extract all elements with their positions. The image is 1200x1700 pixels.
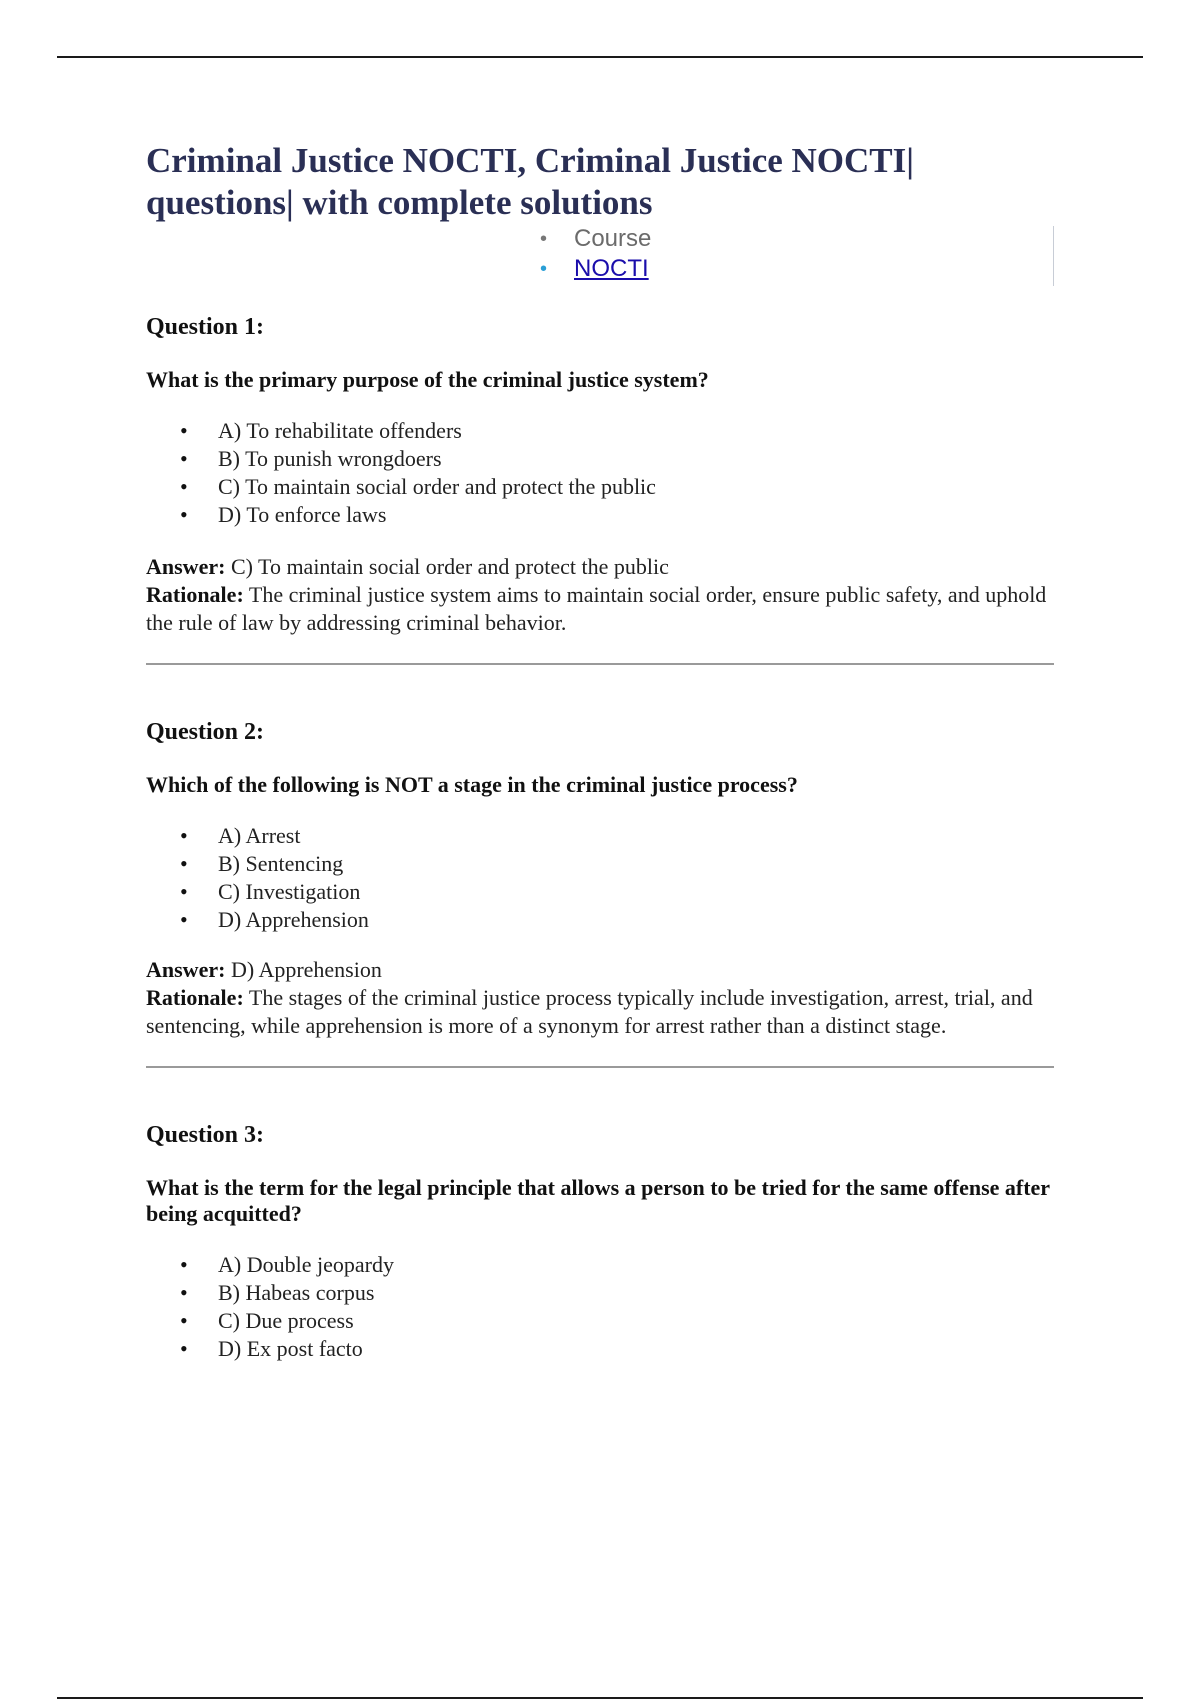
question-2 (146, 717, 1054, 1040)
question-heading: Question 3: (146, 1122, 265, 1148)
bullet-icon: • (180, 1280, 188, 1305)
bullet-icon: • (180, 1252, 188, 1277)
document-body (146, 140, 1054, 1363)
option-text: B) To punish wrongdoers (218, 446, 442, 471)
meta-course-item (540, 224, 651, 254)
option-text: C) Investigation (218, 879, 361, 904)
options-list (146, 822, 1054, 934)
question-text: What is the term for the legal principle that allows a person to be tried for the same offense after being acquitted? (146, 1175, 1050, 1226)
answer-text: C) To maintain social order and protect the public (230, 554, 669, 579)
bullet-icon: • (180, 823, 188, 848)
meta-list (540, 224, 651, 284)
option-text: A) Arrest (218, 823, 301, 848)
rationale-line (146, 984, 1054, 1040)
page-bottom-rule (57, 1697, 1143, 1699)
bullet-icon: • (540, 258, 548, 280)
option-item (146, 1335, 1054, 1363)
bullet-icon: • (180, 1336, 188, 1361)
answer-label: Answer: (146, 554, 226, 579)
meta-divider-line (1053, 226, 1054, 286)
bullet-icon: • (180, 446, 188, 471)
option-item (146, 906, 1054, 934)
option-item (146, 850, 1054, 878)
option-text: A) Double jeopardy (218, 1252, 394, 1277)
question-text: Which of the following is NOT a stage in the criminal justice process? (146, 772, 798, 797)
options-list (146, 1251, 1054, 1363)
page-top-rule (57, 56, 1143, 58)
option-text: D) Apprehension (218, 907, 369, 932)
rationale-text: The stages of the criminal justice process typically include investigation, arrest, trial, and sentencing, while apprehension is more of a synonym for arrest rather than a distinct stage. (146, 985, 1033, 1038)
rationale-line (146, 581, 1054, 637)
option-text: C) To maintain social order and protect the public (218, 474, 656, 499)
option-item (146, 417, 1054, 445)
document-title: Criminal Justice NOCTI, Criminal Justice NOCTI| questions| with complete solutions (146, 141, 914, 222)
bullet-icon: • (180, 907, 188, 932)
question-divider (146, 663, 1054, 665)
meta-course-label: Course (574, 225, 652, 252)
answer-text: D) Apprehension (230, 957, 382, 982)
question-text: What is the primary purpose of the criminal justice system? (146, 367, 709, 392)
bullet-icon: • (180, 851, 188, 876)
bullet-icon: • (180, 1308, 188, 1333)
bullet-icon: • (540, 228, 548, 250)
document-meta (146, 224, 1054, 290)
option-item (146, 1279, 1054, 1307)
option-text: D) Ex post facto (218, 1336, 363, 1361)
bullet-icon: • (180, 879, 188, 904)
option-text: B) Sentencing (218, 851, 344, 876)
question-heading: Question 2: (146, 719, 265, 745)
option-item (146, 1307, 1054, 1335)
question-divider (146, 1066, 1054, 1068)
question-3 (146, 1120, 1054, 1363)
question-heading: Question 1: (146, 314, 265, 340)
option-text: B) Habeas corpus (218, 1280, 375, 1305)
option-text: C) Due process (218, 1308, 354, 1333)
option-item (146, 501, 1054, 529)
rationale-text: The criminal justice system aims to maintain social order, ensure public safety, and uphold the rule of law by addressing criminal behavior. (146, 582, 1047, 635)
meta-course-link-item[interactable] (540, 254, 651, 284)
option-item (146, 878, 1054, 906)
rationale-label: Rationale: (146, 985, 244, 1010)
option-text: D) To enforce laws (218, 502, 387, 527)
option-text: A) To rehabilitate offenders (218, 418, 462, 443)
options-list (146, 417, 1054, 529)
option-item (146, 473, 1054, 501)
bullet-icon: • (180, 474, 188, 499)
answer-line (146, 956, 1054, 984)
answer-label: Answer: (146, 957, 226, 982)
option-item (146, 822, 1054, 850)
bullet-icon: • (180, 418, 188, 443)
answer-line (146, 553, 1054, 581)
option-item (146, 445, 1054, 473)
option-item (146, 1251, 1054, 1279)
bullet-icon: • (180, 502, 188, 527)
course-link[interactable]: NOCTI (574, 255, 649, 282)
rationale-label: Rationale: (146, 582, 244, 607)
question-1 (146, 312, 1054, 637)
